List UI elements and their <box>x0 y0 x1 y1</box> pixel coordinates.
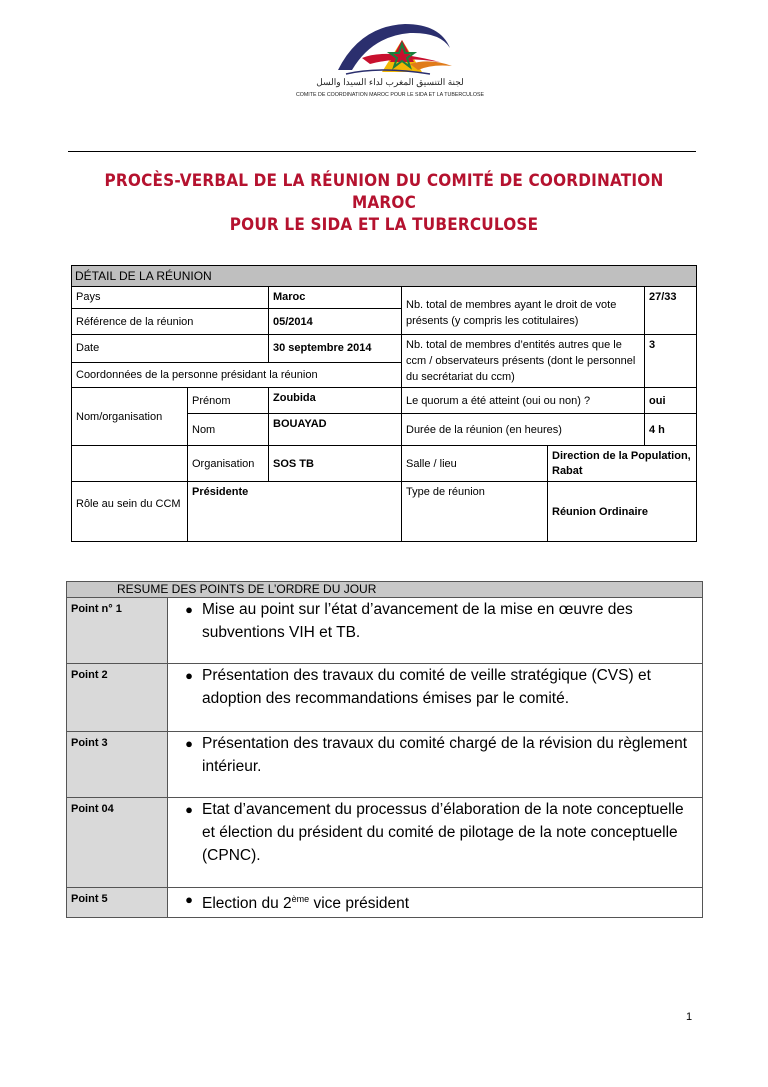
entites-label: Nb. total de membres d’entités autres que le ccm / observateurs présents (dont le personnel du secrétariat du ccm) <box>402 335 645 388</box>
bullet-icon: ● <box>185 802 193 817</box>
duree-label: Durée de la réunion (en heures) <box>402 414 645 446</box>
quorum-value: oui <box>645 388 697 414</box>
date-label: Date <box>72 335 269 363</box>
prenom-value: Zoubida <box>269 388 402 414</box>
nom-organisation-label: Nom/organisation <box>72 388 188 446</box>
organisation-label: Organisation <box>188 446 269 482</box>
bullet-icon: ● <box>185 892 193 907</box>
details-header: DÉTAIL DE LA RÉUNION <box>72 266 697 287</box>
logo-french-text: COMITE DE COORDINATION MAROC POUR LE SIDA ET LA TUBERCULOSE <box>295 92 485 98</box>
ccm-emblem-icon <box>290 18 490 80</box>
point-4-label: Point 04 <box>67 798 168 888</box>
bullet-icon: ● <box>185 602 193 617</box>
pays-label: Pays <box>72 287 269 309</box>
organisation-value: SOS TB <box>269 446 402 482</box>
point-1-text: Mise au point sur l’état d’avancement de la mise en œuvre des subventions VIH et TB. <box>202 601 633 641</box>
reference-value: 05/2014 <box>269 309 402 335</box>
agenda-item-2 <box>176 664 696 710</box>
nom-value: BOUAYAD <box>269 414 402 446</box>
quorum-label: Le quorum a été atteint (oui ou non) ? <box>402 388 645 414</box>
salle-value: Direction de la Population, Rabat <box>548 446 697 482</box>
nom-label: Nom <box>188 414 269 446</box>
header-rule <box>68 151 696 152</box>
membres-value: 27/33 <box>645 287 697 335</box>
role-value: Présidente <box>188 482 402 542</box>
entites-value: 3 <box>645 335 697 388</box>
meeting-details-table <box>71 265 697 542</box>
role-label: Rôle au sein du CCM <box>72 482 188 542</box>
agenda-item-4 <box>176 798 696 867</box>
bullet-icon: ● <box>185 736 193 751</box>
type-label: Type de réunion <box>402 482 548 542</box>
point-3-text: Présentation des travaux du comité chargé de la révision du règlement intérieur. <box>202 735 688 775</box>
point-4-text: Etat d’avancement du processus d’élaboration de la note conceptuelle et élection du président du comité de pilotage de la note conceptuelle (CPNC). <box>202 801 684 864</box>
agenda-header: RESUME DES POINTS DE L’ORDRE DU JOUR <box>67 582 703 598</box>
document-title <box>100 170 669 236</box>
date-value: 30 septembre 2014 <box>269 335 402 363</box>
reference-label: Référence de la réunion <box>72 309 269 335</box>
point-5-text: Election du 2ème vice président <box>202 894 410 913</box>
point-2-label: Point 2 <box>67 664 168 732</box>
duree-value: 4 h <box>645 414 697 446</box>
coordonnees-label: Coordonnées de la personne présidant la réunion <box>72 362 402 387</box>
agenda-item-1 <box>176 598 696 644</box>
bullet-icon: ● <box>185 668 193 683</box>
agenda-table <box>66 581 703 918</box>
type-value: Réunion Ordinaire <box>548 482 697 542</box>
pays-value: Maroc <box>269 287 402 309</box>
logo-arabic-text: لجنة التنسيق المغرب لداء السيدا والسل <box>316 77 464 87</box>
title-line-2: POUR LE SIDA ET LA TUBERCULOSE <box>229 215 539 235</box>
title-line-1: PROCÈS-VERBAL DE LA RÉUNION DU COMITÉ DE COORDINATION MAROC <box>104 171 664 213</box>
agenda-item-3 <box>176 732 696 778</box>
prenom-label: Prénom <box>188 388 269 414</box>
membres-label: Nb. total de membres ayant le droit de vote présents (y compris les cotitulaires) <box>402 287 645 335</box>
point-5-label: Point 5 <box>67 888 168 918</box>
point-3-label: Point 3 <box>67 732 168 798</box>
point-2-text: Présentation des travaux du comité de veille stratégique (CVS) et adoption des recommandations émises par le comité. <box>202 667 651 707</box>
point-1-label: Point n° 1 <box>67 598 168 664</box>
salle-label: Salle / lieu <box>402 446 548 482</box>
agenda-item-5 <box>176 888 696 915</box>
page-number: 1 <box>686 1011 693 1023</box>
